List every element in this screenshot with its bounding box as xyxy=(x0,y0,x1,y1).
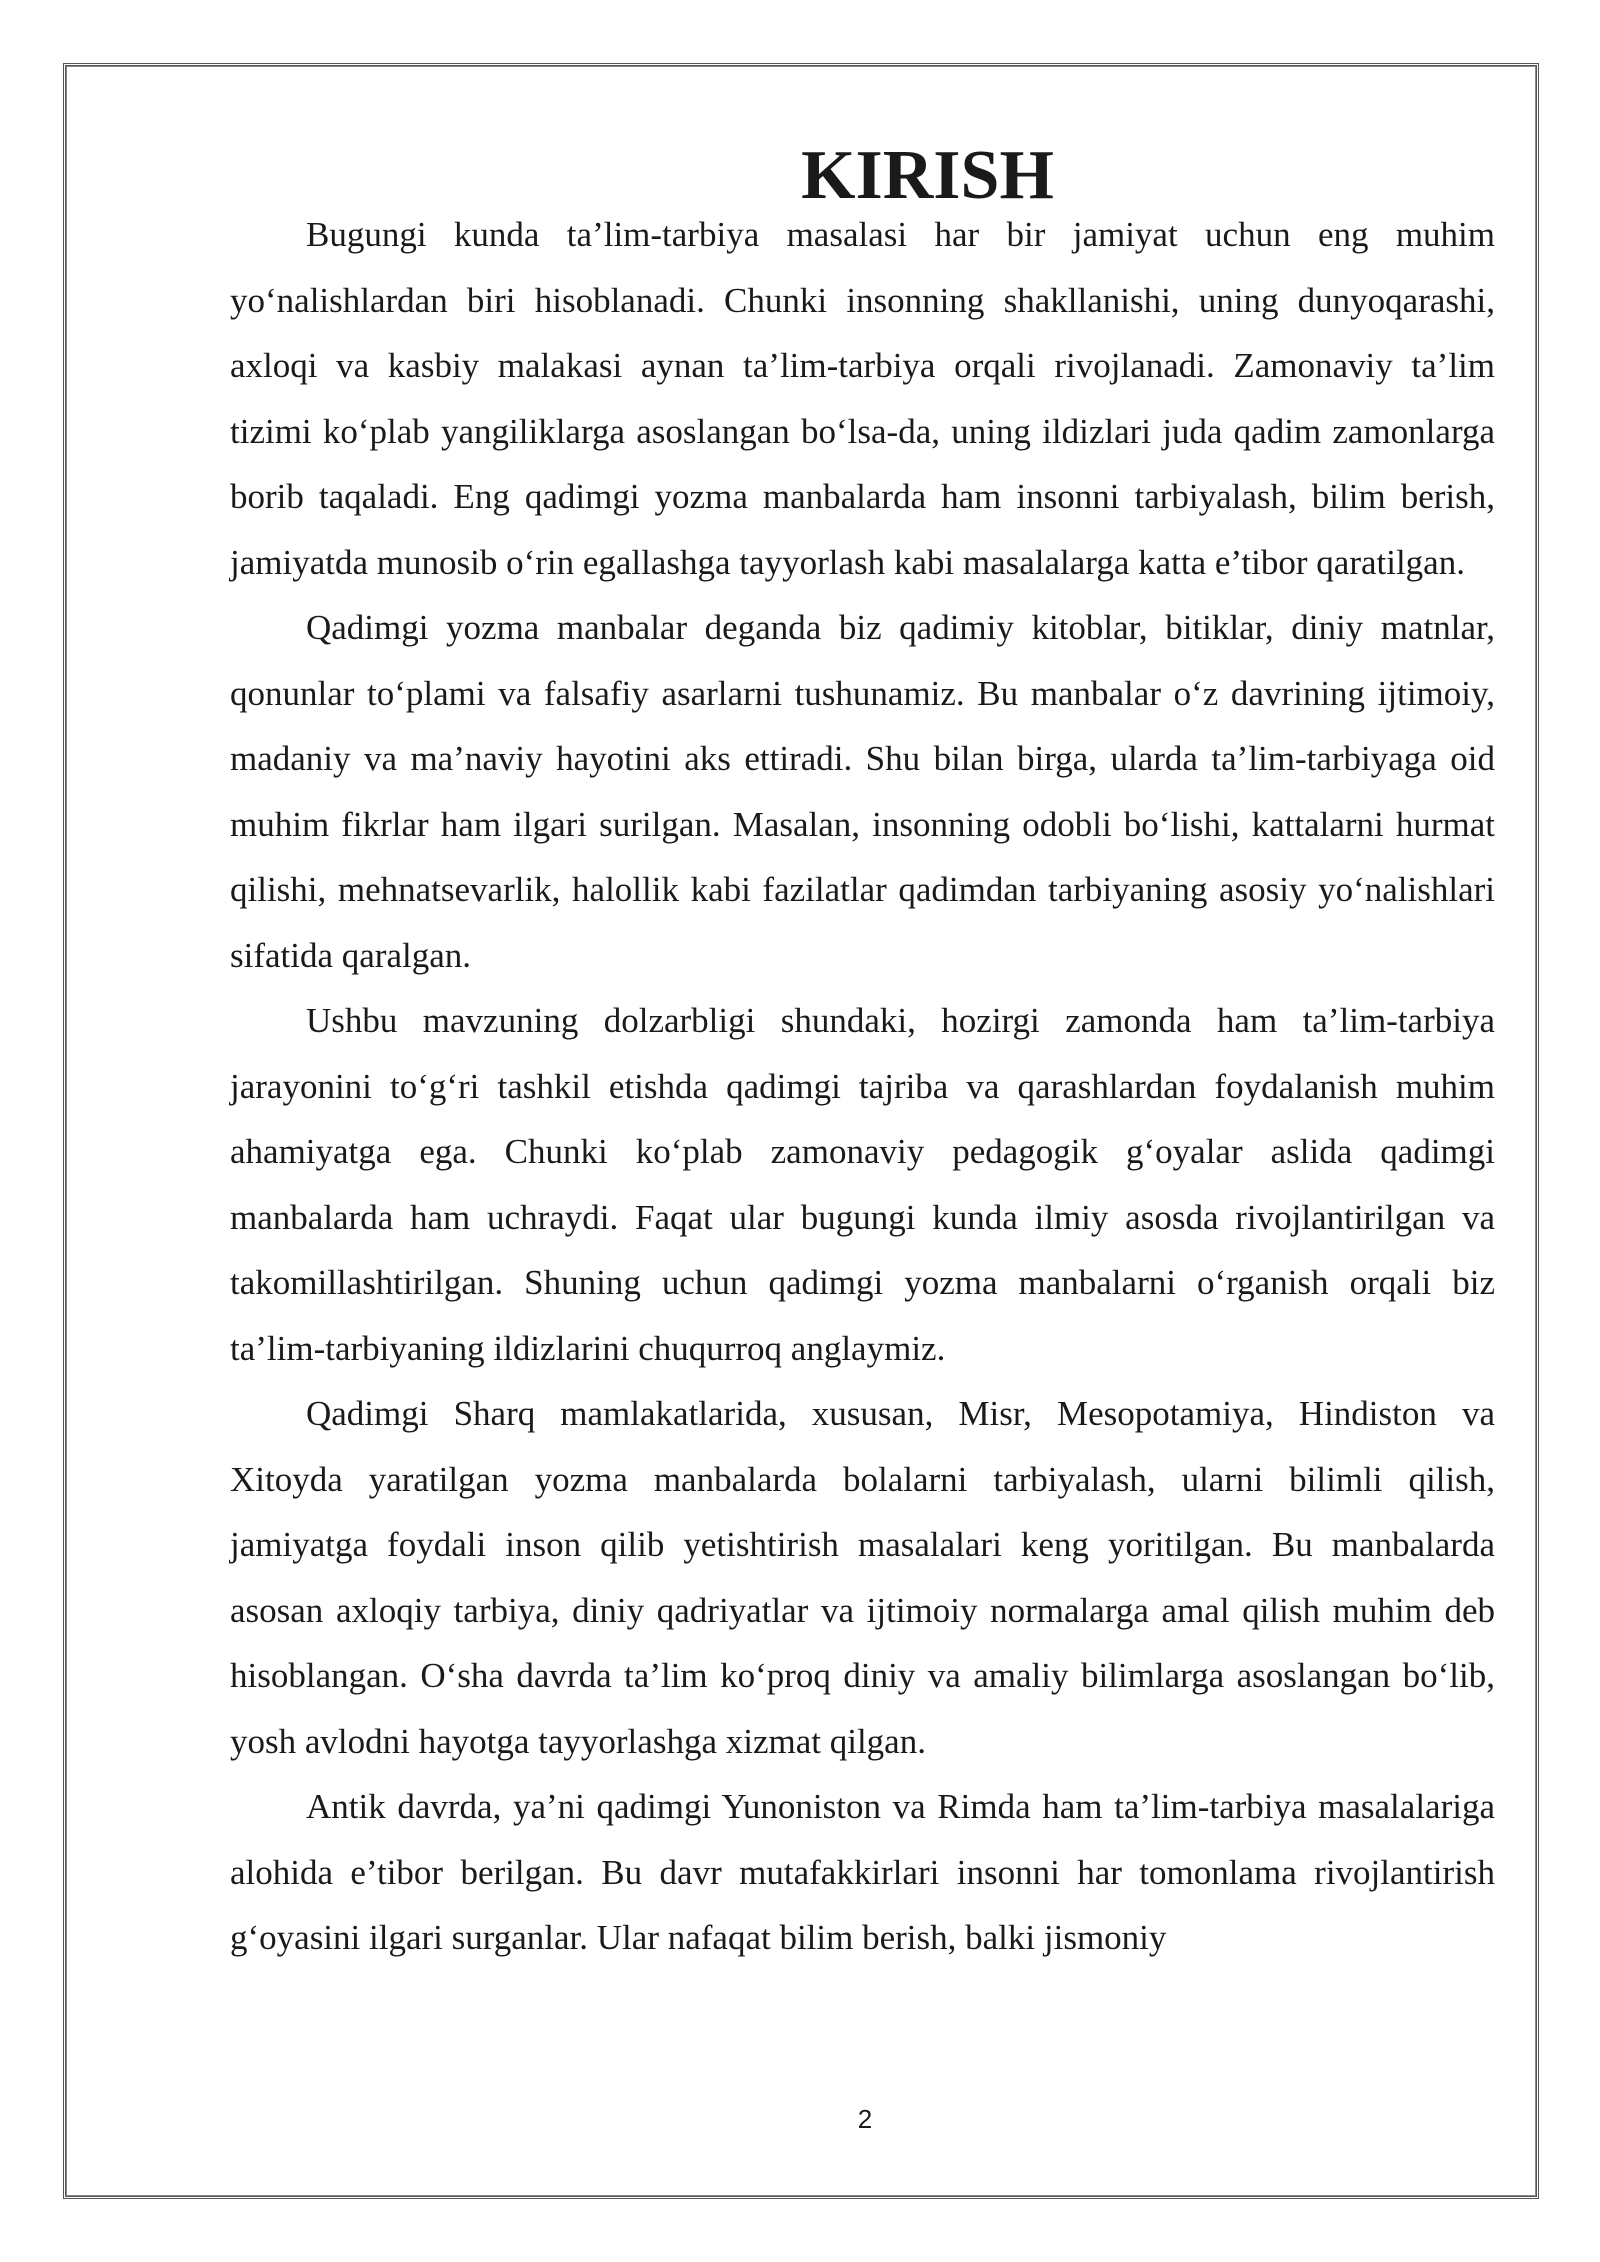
page-number: 2 xyxy=(857,2104,873,2134)
paragraph-3: Ushbu mavzuning dolzarbligi shundaki, hozirgi zamonda ham ta’lim-tarbiya jarayonini to‘g‘ri tashkil etishda qadimgi tajriba va qarashlardan foydalanish muhim ahamiyatga ega. Chunki ko‘plab zamonaviy pedagogik g‘oyalar aslida qadimgi manbalarda ham uchraydi. Faqat ular bugungi kunda ilmiy asosda rivojlantirilgan va takomillashtirilgan. Shuning uchun qadimgi yozma manbalarni o‘rganish orqali biz ta’lim-tarbiyaning ildizlarini chuqurroq anglaymiz. xyxy=(230,1001,1495,1368)
page-title: KIRISH xyxy=(801,137,1054,214)
paragraph-2: Qadimgi yozma manbalar deganda biz qadimiy kitoblar, bitiklar, diniy matnlar, qonunlar to‘plami va falsafiy asarlarni tushunamiz. Bu manbalar o‘z davrining ijtimoiy, madaniy va ma’naviy hayotini aks ettiradi. Shu bilan birga, ularda ta’lim-tarbiyaga oid muhim fikrlar ham ilgari surilgan. Masalan, insonning odobli bo‘lishi, kattalarni hurmat qilishi, mehnatsevarlik, halollik kabi fazilatlar qadimdan tarbiyaning asosiy yo‘nalishlari sifatida qaralgan. xyxy=(230,608,1495,975)
document-body xyxy=(230,137,1495,1971)
paragraph-1: Bugungi kunda ta’lim-tarbiya masalasi har bir jamiyat uchun eng muhim yo‘nalishlardan biri hisoblanadi. Chunki insonning shakllanishi, uning dunyoqarashi, axloqi va kasbiy malakasi aynan ta’lim-tarbiya orqali rivojlanadi. Zamonaviy ta’lim tizimi ko‘plab yangiliklarga asoslangan bo‘lsa-da, uning ildizlari juda qadim zamonlarga borib taqaladi. Eng qadimgi yozma manbalarda ham insonni tarbiyalash, bilim berish, jamiyatda munosib o‘rin egallashga tayyorlash kabi masalalarga katta e’tibor qaratilgan. xyxy=(230,215,1495,582)
paragraph-4: Qadimgi Sharq mamlakatlarida, xususan, Misr, Mesopotamiya, Hindiston va Xitoyda yaratilgan yozma manbalarda bolalarni tarbiyalash, ularni bilimli qilish, jamiyatga foydali inson qilib yetishtirish masalalari keng yoritilgan. Bu manbalarda asosan axloqiy tarbiya, diniy qadriyatlar va ijtimoiy normalarga amal qilish muhim deb hisoblangan. O‘sha davrda ta’lim ko‘proq diniy va amaliy bilimlarga asoslangan bo‘lib, yosh avlodni hayotga tayyorlashga xizmat qilgan. xyxy=(230,1394,1495,1761)
paragraph-5: Antik davrda, ya’ni qadimgi Yunoniston va Rimda ham ta’lim-tarbiya masalalariga alohida e’tibor berilgan. Bu davr mutafakkirlari insonni har tomonlama rivojlantirish g‘oyasini ilgari surganlar. Ular nafaqat bilim berish, balki jismoniy xyxy=(230,1787,1495,1957)
